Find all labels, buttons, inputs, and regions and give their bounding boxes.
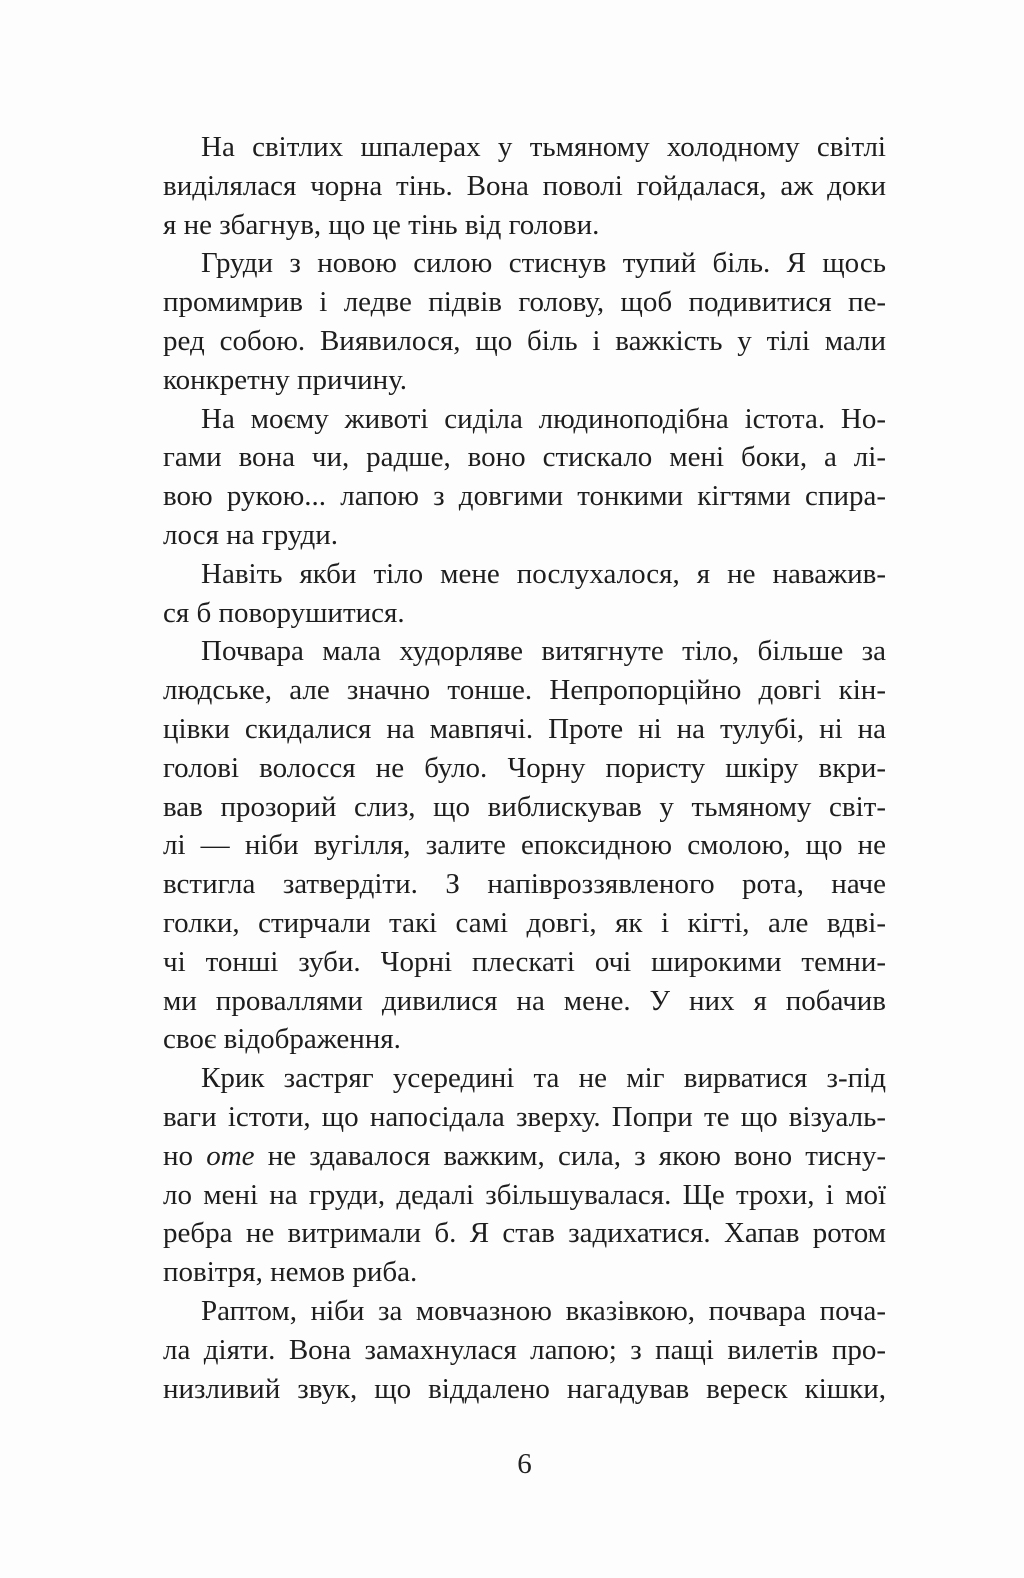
text-line: Груди з новою силою стиснув тупий біль. Я щось [201,247,886,280]
text-line: гами вона чи, радше, воно стискало мені боки, а лі- [163,441,886,474]
text-line: Раптом, ніби за мовчазною вказівкою, почвара поча- [201,1294,886,1327]
text-line: Крик застряг усередині та не міг вирватися з-під [201,1062,886,1095]
text-line: встигла затвердіти. З напівроззявленого рота, наче [163,868,886,901]
text-line: голові волосся не було. Чорну пористу шкіру вкри- [163,751,886,784]
text-line: чі тонші зуби. Чорні плескаті очі широкими темни- [163,945,886,978]
text-line: ла діяти. Вона замахнулася лапою; з пащі вилетів про- [163,1333,886,1366]
text-line: ваги істоти, що напосідала зверху. Попри те що візуаль- [163,1100,886,1133]
text-line: голки, стирчали такі самі довгі, як і кігті, але вдві- [163,906,886,939]
text-line: На моєму животі сиділа людиноподібна істота. Но- [201,402,886,435]
text-line: Почвара мала худорляве витягнуте тіло, більше за [201,635,886,668]
text-line: ми проваллями дивилися на мене. У них я побачив [163,984,886,1017]
text-line: людське, але значно тонше. Непропорційно довгі кін- [163,674,886,707]
text-line: своє відображення. [163,1023,401,1056]
text-line: ся б поворушитися. [163,596,405,629]
text-line: промимрив і ледве підвів голову, щоб подивитися пе- [163,286,886,319]
page-number: 6 [517,1448,532,1480]
text-line: Навіть якби тіло мене послухалося, я не наважив- [201,557,886,590]
text-line: низливий звук, що віддалено нагадував вереск кішки, [163,1372,886,1405]
body-text [163,128,886,1408]
text-line: повітря, немов риба. [163,1256,418,1289]
text-line: ред собою. Виявилося, що біль і важкість у тілі мали [163,324,886,357]
text-line: ло мені на груди, дедалі збільшувалася. Ще трохи, і мої [163,1178,886,1211]
text-line: ребра не витримали б. Я став задихатися. Хапав ротом [163,1217,886,1250]
text-line: конкретну причину. [163,363,408,396]
text-line: вою рукою... лапою з довгими тонкими кігтями спира- [163,480,886,513]
text-line: лі — ніби вугілля, залите епоксидною смолою, що не [163,829,886,862]
text-line: На світлих шпалерах у тьмяному холодному світлі [201,131,886,163]
text-line: но оте не здавалося важким, сила, з якою воно тисну- [163,1139,886,1172]
text-line: я не збагнув, що це тінь від голови. [163,208,600,241]
text-line: вав прозорий слиз, що виблискував у тьмяному світ- [163,790,886,823]
text-line: виділялася чорна тінь. Вона поволі гойдалася, аж доки [163,169,886,202]
text-line: цівки скидалися на мавпячі. Проте ні на тулубі, ні на [163,712,886,745]
text-line: лося на груди. [163,518,339,551]
